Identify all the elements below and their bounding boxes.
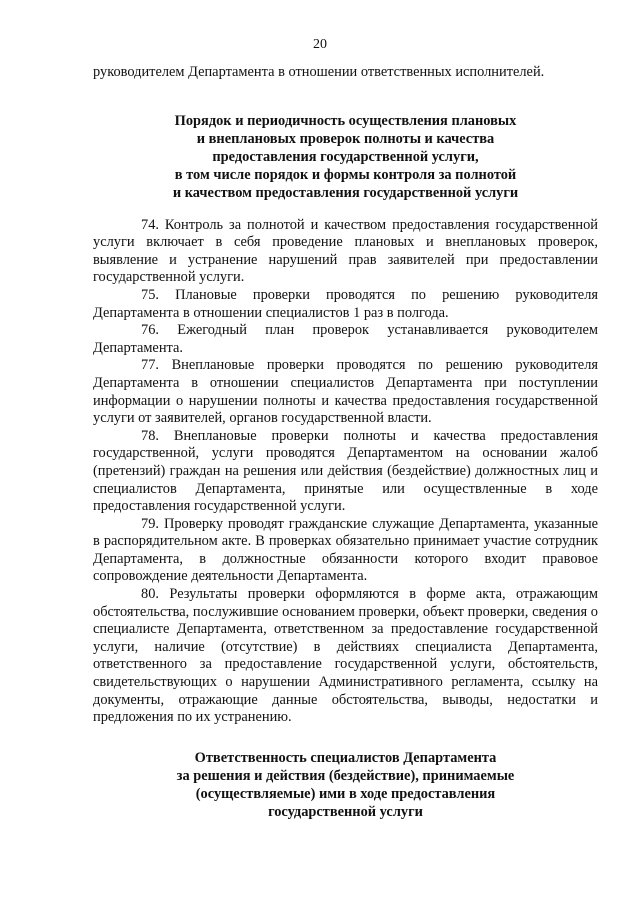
paragraph-78: 78. Внеплановые проверки полноты и качества предоставления государственной, услуги проводятся Департаментом на основании жалоб (претензий) граждан на решения или действия (бездействие) должностных лиц и специалистов Департамента, принятые или осуществленные в ходе предоставления государственной услуги. bbox=[93, 427, 598, 515]
paragraph-75: 75. Плановые проверки проводятся по решению руководителя Департамента в отношении специалистов 1 раз в полгода. bbox=[93, 286, 598, 321]
heading-line: и качеством предоставления государственной услуги bbox=[172, 184, 519, 201]
paragraph-77: 77. Внеплановые проверки проводятся по решению руководителя Департамента в отношении специалистов Департамента при поступлении информации о нарушении полноты и качества предоставления государственной услуги от заявителей, органов государственной власти. bbox=[93, 357, 598, 427]
heading-line: в том числе порядок и формы контроля за полнотой bbox=[174, 166, 517, 183]
heading-line: (осуществляемые) ими в ходе предоставления bbox=[195, 785, 496, 802]
section-heading-inspections bbox=[93, 112, 598, 202]
page-content bbox=[93, 64, 598, 821]
paragraph-79: 79. Проверку проводят гражданские служащие Департамента, указанные в распорядительном акте. В проверках обязательно принимает участие сотрудник Департамента, в должностные обязанности которого входит правовое сопровождение деятельности Департамента. bbox=[93, 515, 598, 585]
intro-paragraph: руководителем Департамента в отношении ответственных исполнителей. bbox=[93, 64, 545, 80]
paragraph-74: 74. Контроль за полнотой и качеством предоставления государственной услуги включает в себя проведение плановых и внеплановых проверок, выявление и устранение нарушений прав заявителей при предоставлении государственной услуги. bbox=[93, 216, 598, 286]
heading-line: за решения и действия (бездействие), принимаемые bbox=[176, 767, 515, 784]
paragraph-76: 76. Ежегодный план проверок устанавливается руководителем Департамента. bbox=[93, 322, 598, 356]
paragraph-80: 80. Результаты проверки оформляются в форме акта, отражающим обстоятельства, послужившие основанием проверки, объект проверки, сведения о специалисте Департамента, ответственном за предоставление государственной услуги, наличие (отсутствие) в действиях специалиста Департамента, ответственного за предоставление государственной услуги, обстоятельств, свидетельствующих о нарушении Административного регламента, ссылку на документы, отражающие данные обстоятельства, выводы, недостатки и предложения по их устранению. bbox=[93, 586, 598, 726]
page-number: 20 bbox=[313, 37, 327, 52]
heading-line: Порядок и периодичность осуществления плановых bbox=[174, 112, 517, 129]
heading-line: государственной услуги bbox=[268, 803, 423, 820]
heading-line: и внеплановых проверок полноты и качества bbox=[196, 130, 495, 147]
heading-line: предоставления государственной услуги, bbox=[212, 148, 479, 165]
section-heading-responsibility bbox=[93, 749, 598, 821]
heading-line: Ответственность специалистов Департамента bbox=[194, 749, 497, 766]
